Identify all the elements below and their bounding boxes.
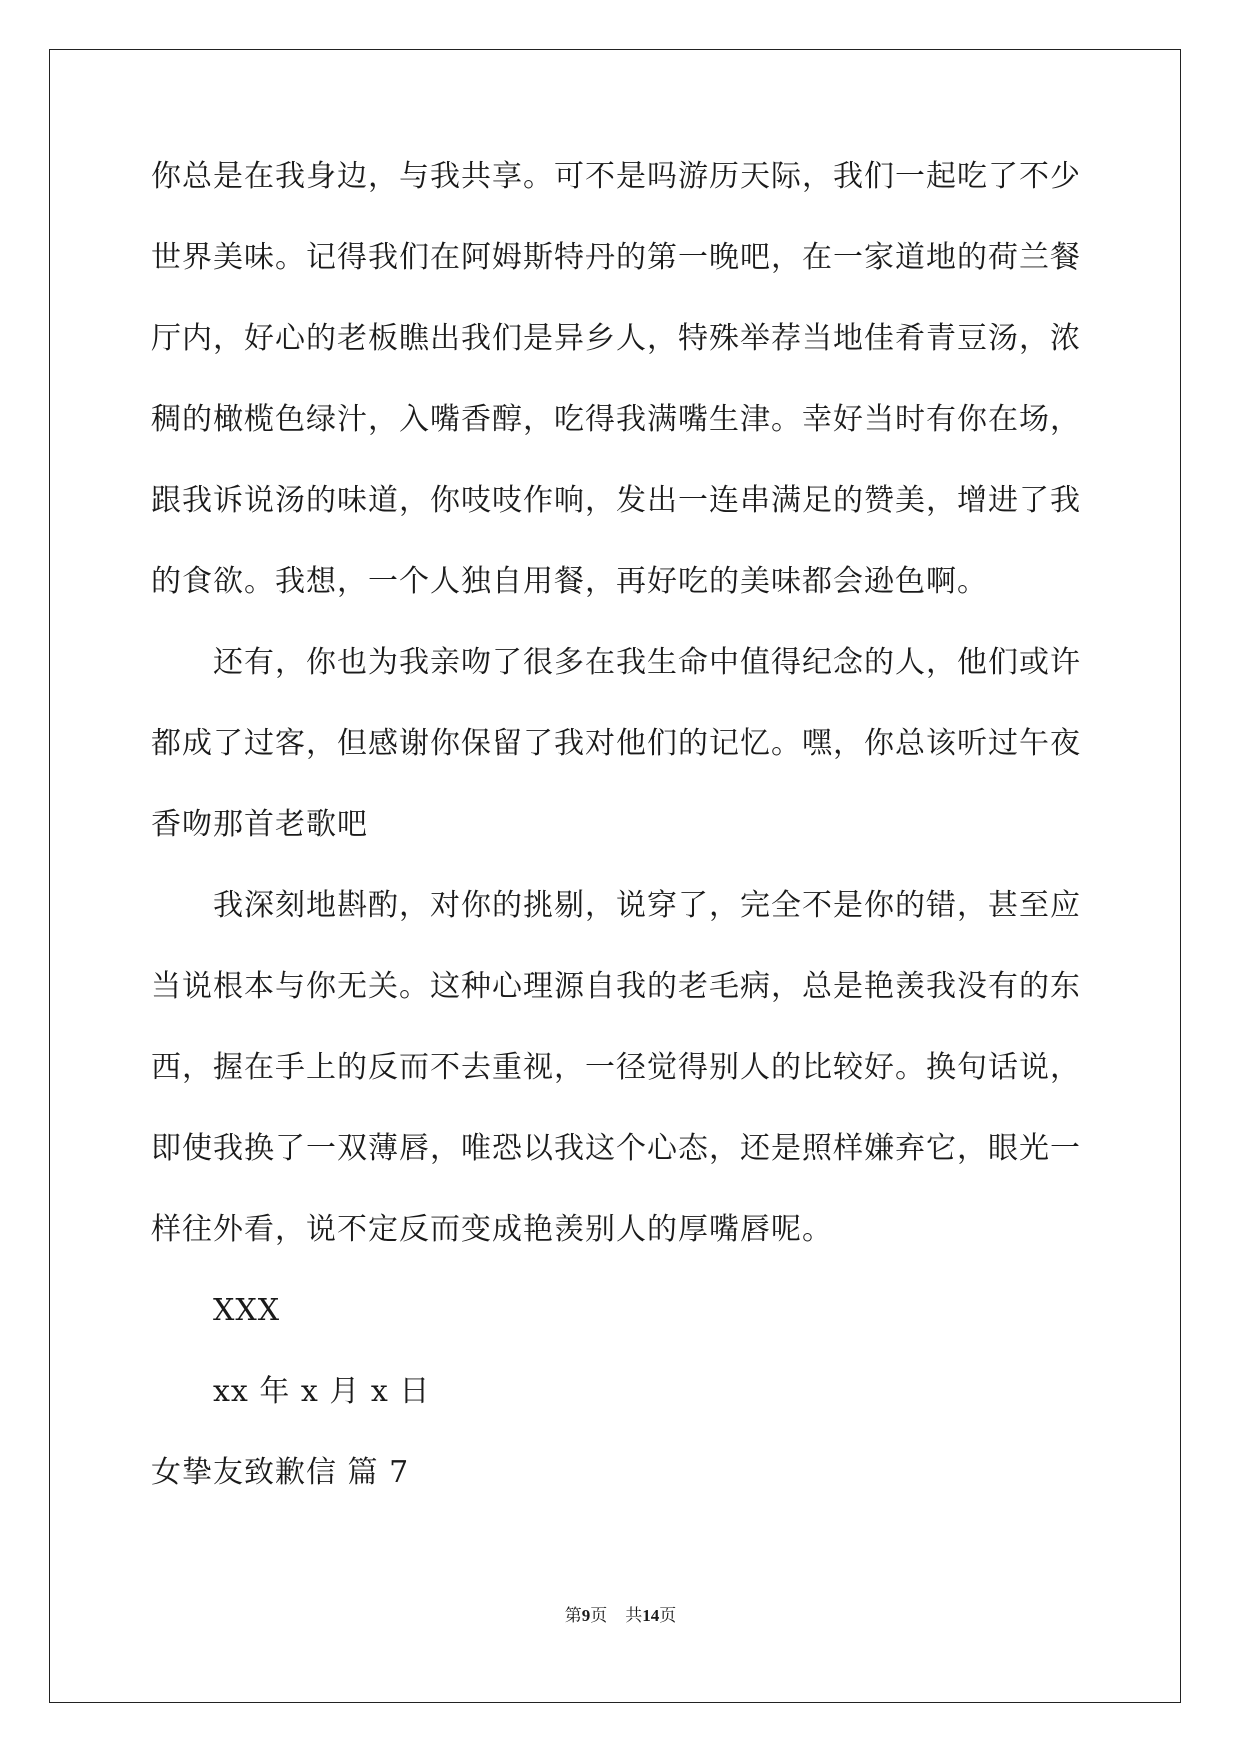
text-line: 香吻那首老歌吧 [151, 807, 368, 842]
text-line: 当说根本与你无关。这种心理源自我的老毛病，总是艳羡我没有的东 [151, 969, 1081, 1004]
text-line: 样往外看，说不定反而变成艳羡别人的厚嘴唇呢。 [151, 1212, 833, 1247]
signature-name: XXX [213, 1293, 281, 1328]
footer-page-number: 9 [581, 1606, 591, 1625]
signature-date: xx 年 x 月 x 日 [213, 1374, 431, 1409]
footer-total-suffix: 页 [659, 1606, 677, 1626]
text-line: 世界美味。记得我们在阿姆斯特丹的第一晚吧，在一家道地的荷兰餐 [151, 240, 1081, 275]
text-line: 西，握在手上的反而不去重视，一径觉得别人的比较好。换句话说， [151, 1050, 1081, 1085]
text-line: 厅内，好心的老板瞧出我们是异乡人，特殊举荐当地佳肴青豆汤，浓 [151, 321, 1081, 356]
text-line: 我深刻地斟酌，对你的挑剔，说穿了，完全不是你的错，甚至应 [213, 888, 1081, 923]
text-line: 跟我诉说汤的味道，你吱吱作响，发出一连串满足的赞美，增进了我 [151, 483, 1081, 518]
footer-prefix: 第 [564, 1606, 582, 1626]
text-line: 即使我换了一双薄唇，唯恐以我这个心态，还是照样嫌弃它，眼光一 [151, 1131, 1081, 1166]
text-line: 都成了过客，但感谢你保留了我对他们的记忆。嘿，你总该听过午夜 [151, 726, 1081, 761]
text-line: 你总是在我身边，与我共享。可不是吗游历天际，我们一起吃了不少 [151, 159, 1081, 194]
document-body [151, 160, 1091, 1537]
text-line: 的食欲。我想，一个人独自用餐，再好吃的美味都会逊色啊。 [151, 564, 988, 599]
footer-total-prefix: 共 [625, 1606, 643, 1626]
text-line: 还有，你也为我亲吻了很多在我生命中值得纪念的人，他们或许 [213, 645, 1081, 680]
text-line: 稠的橄榄色绿汁，入嘴香醇，吃得我满嘴生津。幸好当时有你在场， [151, 402, 1081, 437]
footer-page-suffix: 页 [590, 1606, 608, 1626]
section-heading: 女挚友致歉信 篇 7 [151, 1455, 410, 1490]
footer-total-pages: 14 [642, 1606, 660, 1625]
page-footer [0, 1606, 1241, 1626]
